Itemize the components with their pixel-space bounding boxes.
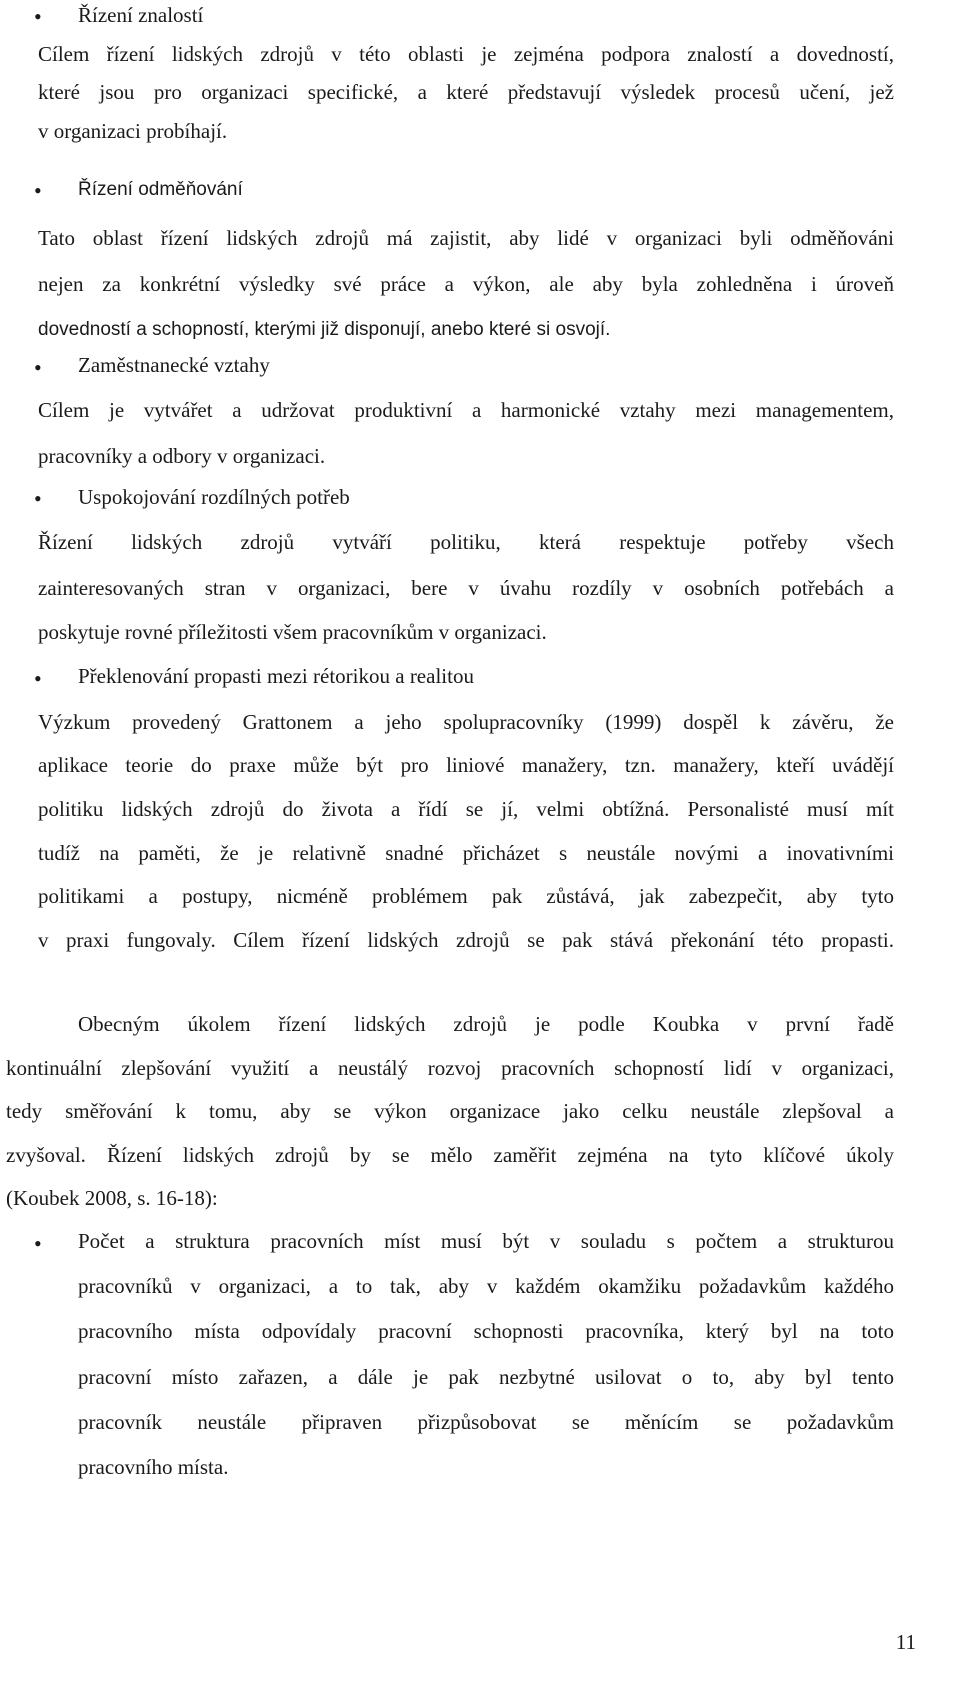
paragraph-line: kontinuální zlepšování využití a neustálý rozvoj pracovních schopností lidí v organizaci, <box>6 1056 894 1080</box>
section-title-preklenovani-propasti: Překlenování propasti mezi rétorikou a realitou <box>78 664 474 688</box>
section-text-line: tudíž na paměti, že je relativně snadné přicházet s neustále novými a inovativními <box>38 841 894 865</box>
paragraph-line: Obecným úkolem řízení lidských zdrojů je podle Koubka v první řadě <box>78 1012 894 1036</box>
paragraph-line: (Koubek 2008, s. 16-18): <box>6 1186 218 1210</box>
list-item-line: pracovník neustále připraven přizpůsobovat se měnícím se požadavkům <box>78 1410 894 1434</box>
list-item-line: pracovního místa. <box>78 1455 229 1479</box>
bullet-marker: • <box>34 486 42 511</box>
list-item-line: pracovního místa odpovídaly pracovní schopnosti pracovníka, který byl na toto <box>78 1319 894 1343</box>
section-text-line: poskytuje rovné příležitosti všem pracovníkům v organizaci. <box>38 620 547 644</box>
section-text-line: Cílem řízení lidských zdrojů v této oblasti je zejména podpora znalostí a dovedností, <box>38 42 894 66</box>
section-title-uspokojovani-potreb: Uspokojování rozdílných potřeb <box>78 485 350 509</box>
paragraph-line: zvyšoval. Řízení lidských zdrojů by se mělo zaměřit zejména na tyto klíčové úkoly <box>6 1143 894 1167</box>
section-text-line: pracovníky a odbory v organizaci. <box>38 444 326 468</box>
section-title-zamestnanecke-vztahy: Zaměstnanecké vztahy <box>78 353 270 377</box>
list-item-line: pracovníků v organizaci, a to tak, aby v každém okamžiku požadavkům každého <box>78 1274 894 1298</box>
bullet-marker: • <box>34 4 42 29</box>
bullet-marker: • <box>34 355 42 380</box>
section-text-line: které jsou pro organizaci specifické, a které představují výsledek procesů učení, jež <box>38 80 894 104</box>
section-text-line: politiku lidských zdrojů do života a řídí se jí, velmi obtížná. Personalisté musí mít <box>38 797 894 821</box>
section-text-line: v organizaci probíhají. <box>38 119 228 143</box>
bullet-marker: • <box>34 1231 42 1256</box>
section-text-line: nejen za konkrétní výsledky své práce a výkon, ale aby byla zohledněna i úroveň <box>38 272 894 296</box>
section-text-line: politikami a postupy, nicméně problémem pak zůstává, jak zabezpečit, aby tyto <box>38 884 894 908</box>
section-text-line: Výzkum provedený Grattonem a jeho spolupracovníky (1999) dospěl k závěru, že <box>38 710 894 734</box>
section-title-rizeni-znalosti: Řízení znalostí <box>78 3 204 27</box>
bullet-marker: • <box>34 666 42 691</box>
section-text-line: aplikace teorie do praxe může být pro liniové manažery, tzn. manažery, kteří uvádějí <box>38 753 894 777</box>
bullet-marker: • <box>34 178 42 203</box>
paragraph-line: tedy směřování k tomu, aby se výkon organizace jako celku neustále zlepšoval a <box>6 1099 894 1123</box>
section-text-line: Tato oblast řízení lidských zdrojů má zajistit, aby lidé v organizaci byli odměňováni <box>38 226 894 250</box>
list-item-line: Počet a struktura pracovních míst musí být v souladu s počtem a strukturou <box>78 1229 894 1253</box>
section-text-line: v praxi fungovaly. Cílem řízení lidských zdrojů se pak stává překonání této propasti. <box>38 928 894 952</box>
section-text-line: Řízení lidských zdrojů vytváří politiku, která respektuje potřeby všech <box>38 530 894 554</box>
section-text-line: Cílem je vytvářet a udržovat produktivní a harmonické vztahy mezi managementem, <box>38 398 894 422</box>
section-text-line: dovedností a schopností, kterými již disponují, anebo které si osvojí. <box>38 319 611 340</box>
page-number: 11 <box>895 1630 916 1654</box>
section-title-rizeni-odmenovani: Řízení odměňování <box>78 179 243 200</box>
section-text-line: zainteresovaných stran v organizaci, bere v úvahu rozdíly v osobních potřebách a <box>38 576 894 600</box>
list-item-line: pracovní místo zařazen, a dále je pak nezbytné usilovat o to, aby byl tento <box>78 1365 894 1389</box>
